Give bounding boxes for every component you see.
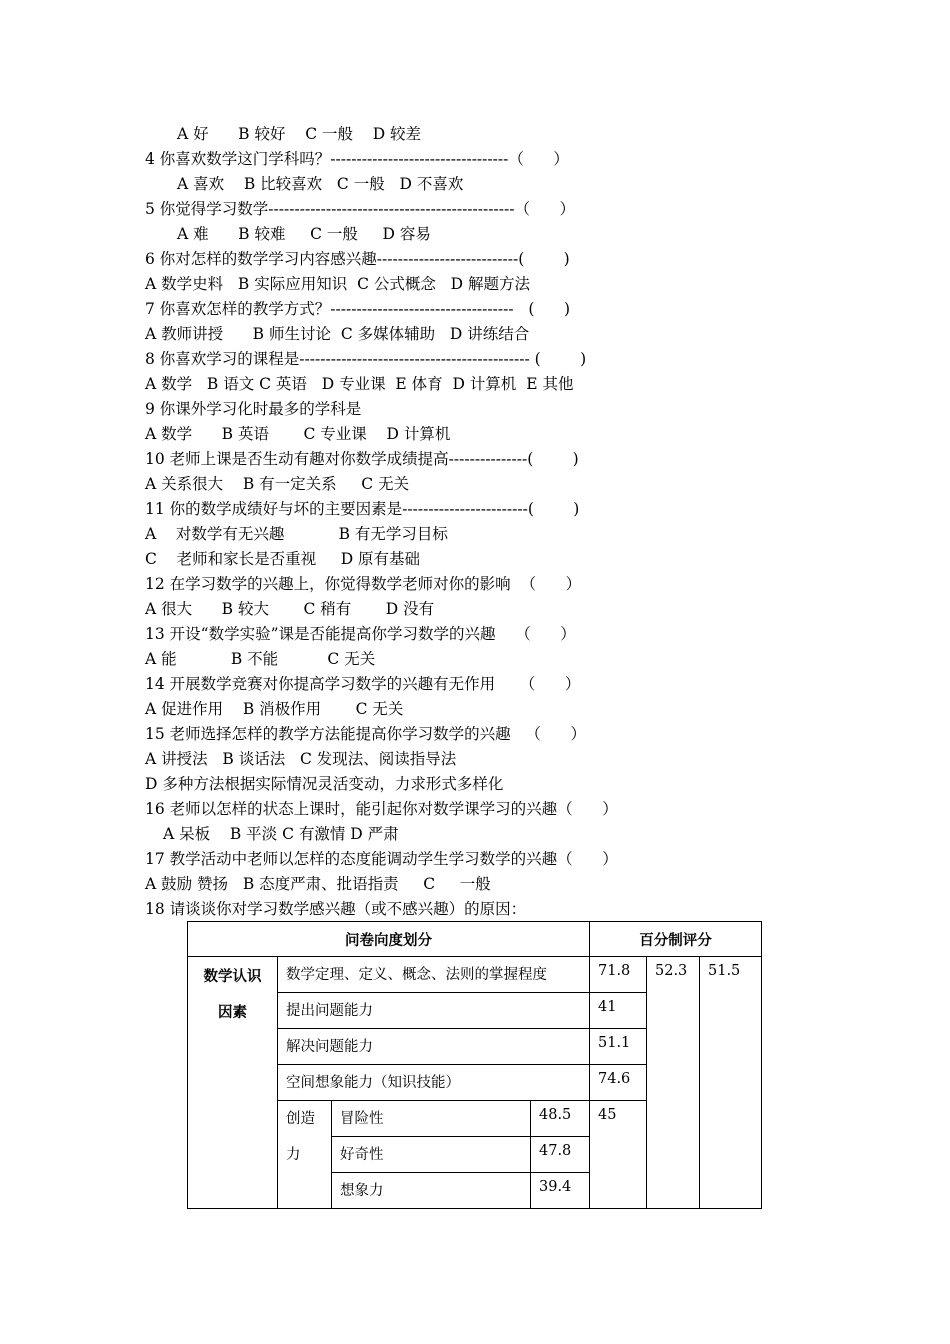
text-line: 7 你喜欢怎样的教学方式？----------------------------------- ( ) <box>145 300 571 318</box>
text-line: A 对数学有无兴趣 B 有无学习目标 <box>145 525 448 543</box>
row-label: 数学定理、定义、概念、法则的掌握程度 <box>278 957 590 993</box>
creativity-value: 45 <box>590 1101 647 1209</box>
text-line: A 关系很大 B 有一定关系 C 无关 <box>145 475 410 493</box>
row-label: 空间想象能力（知识技能） <box>278 1065 590 1101</box>
row-label: 解决问题能力 <box>278 1029 590 1065</box>
total-value: 51.5 <box>700 957 762 1209</box>
text-line: A 促进作用 B 消极作用 C 无关 <box>145 700 404 718</box>
row-value: 51.1 <box>590 1029 647 1065</box>
text-line: A 难 B 较难 C 一般 D 容易 <box>177 225 431 243</box>
text-line: 8 你喜欢学习的课程是-------------------------------------------- ( ) <box>145 350 587 368</box>
category-line-2: 因素 <box>218 1005 247 1021</box>
text-line: 4 你喜欢数学这门学科吗？----------------------------------（ ） <box>145 150 569 168</box>
text-line: A 数学 B 语文 C 英语 D 专业课 E 体育 D 计算机 E 其他 <box>145 375 574 393</box>
category-line-1: 数学认识 <box>203 969 262 985</box>
text-line: 16 老师以怎样的状态上课时，能引起你对数学课学习的兴趣（ ） <box>145 800 618 818</box>
text-line: A 鼓励 赞扬 B 态度严肃、批语指责 C 一般 <box>145 875 491 893</box>
text-line: A 呆板 B 平淡 C 有激情 D 严肃 <box>163 825 399 843</box>
text-line: 5 你觉得学习数学-----------------------------------------------（ ） <box>145 200 576 218</box>
text-line: A 教师讲授 B 师生讨论 C 多媒体辅助 D 讲练结合 <box>145 325 530 343</box>
text-line: D 多种方法根据实际情况灵活变动，力求形式多样化 <box>145 775 504 793</box>
sub-label: 好奇性 <box>332 1137 531 1173</box>
header-dimension: 问卷向度划分 <box>188 922 590 957</box>
group-value: 52.3 <box>647 957 700 1209</box>
creativity-line-2: 力 <box>286 1147 301 1163</box>
text-line: 10 老师上课是否生动有趣对你数学成绩提高---------------( ) <box>145 450 579 468</box>
header-score: 百分制评分 <box>590 922 762 957</box>
text-line: A 喜欢 B 比较喜欢 C 一般 D 不喜欢 <box>177 175 464 193</box>
text-line: 6 你对怎样的数学学习内容感兴趣---------------------------( ) <box>145 250 570 268</box>
text-line: A 很大 B 较大 C 稍有 D 没有 <box>145 600 435 618</box>
creativity-cell <box>278 1101 332 1209</box>
row-value: 71.8 <box>590 957 647 993</box>
text-line: A 能 B 不能 C 无关 <box>145 650 376 668</box>
row-value: 41 <box>590 993 647 1029</box>
sub-label: 冒险性 <box>332 1101 531 1137</box>
score-table <box>187 921 762 1209</box>
text-line: 15 老师选择怎样的教学方法能提高你学习数学的兴趣 （ ） <box>145 725 586 743</box>
text-line: 9 你课外学习化时最多的学科是 <box>145 400 362 418</box>
text-line: A 讲授法 B 谈话法 C 发现法、阅读指导法 <box>145 750 457 768</box>
text-line: A 数学 B 英语 C 专业课 D 计算机 <box>145 425 451 443</box>
questionnaire-text <box>145 122 785 922</box>
text-line: A 数学史料 B 实际应用知识 C 公式概念 D 解题方法 <box>145 275 530 293</box>
row-value: 74.6 <box>590 1065 647 1101</box>
sub-value: 48.5 <box>531 1101 590 1137</box>
creativity-line-1: 创造 <box>286 1111 315 1127</box>
row-label: 提出问题能力 <box>278 993 590 1029</box>
category-cell <box>188 957 278 1209</box>
text-line: 17 教学活动中老师以怎样的态度能调动学生学习数学的兴趣（ ） <box>145 850 618 868</box>
sub-label: 想象力 <box>332 1173 531 1209</box>
text-line: 18 请谈谈你对学习数学感兴趣（或不感兴趣）的原因： <box>145 900 527 918</box>
text-line: 12 在学习数学的兴趣上，你觉得数学老师对你的影响 （ ） <box>145 575 582 593</box>
text-line: 13 开设“数学实验”课是否能提高你学习数学的兴趣 （ ） <box>145 625 576 643</box>
sub-value: 47.8 <box>531 1137 590 1173</box>
sub-value: 39.4 <box>531 1173 590 1209</box>
text-line: 14 开展数学竞赛对你提高学习数学的兴趣有无作用 （ ） <box>145 675 581 693</box>
text-line: 11 你的数学成绩好与坏的主要因素是------------------------( ) <box>145 500 580 518</box>
text-line: C 老师和家长是否重视 D 原有基础 <box>145 550 421 568</box>
text-line: A 好 B 较好 C 一般 D 较差 <box>177 125 422 143</box>
